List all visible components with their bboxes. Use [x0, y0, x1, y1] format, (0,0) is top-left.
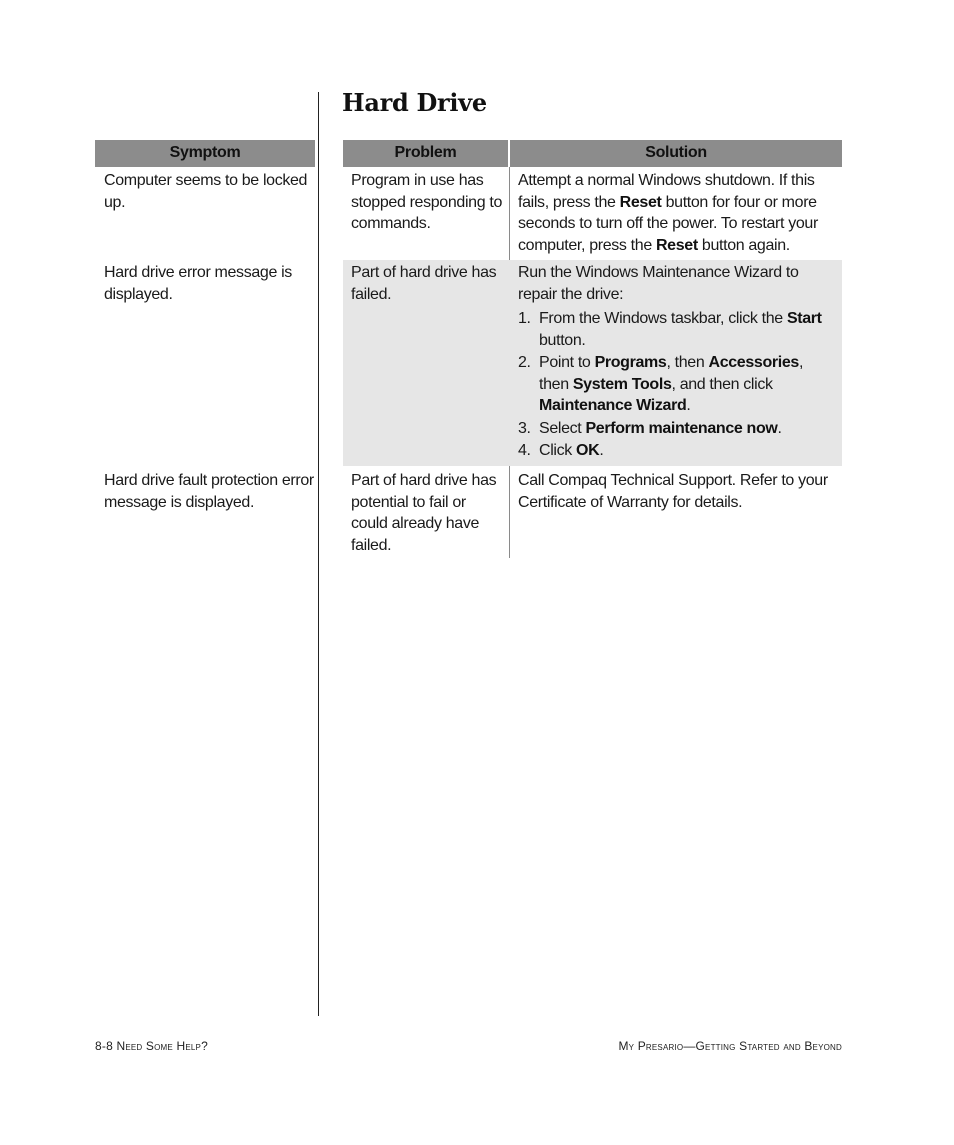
row-3-solution: Call Compaq Technical Support. Refer to your Certificate of Warranty for details.: [518, 472, 828, 511]
row-2-symptom: Hard drive error message is displayed.: [104, 264, 292, 303]
header-problem: Problem: [343, 140, 508, 167]
header-symptom: Symptom: [95, 140, 315, 167]
row-2-problem: Part of hard drive has failed.: [351, 264, 497, 303]
solution-intro: Run the Windows Maintenance Wizard to repair the drive:: [518, 264, 799, 303]
list-item: 3. Select Perform maintenance now.: [518, 419, 782, 437]
row-2-solution: [518, 262, 836, 463]
steps-list: [518, 308, 836, 462]
row-1-problem: Program in use has stopped responding to commands.: [351, 172, 502, 232]
row-1-symptom: Computer seems to be locked up.: [104, 172, 308, 211]
row-1-solution: Attempt a normal Windows shutdown. If this fails, press the Reset button for four or more seconds to turn off the power. To restart your computer, press the Reset button again.: [518, 172, 818, 254]
footer-right: My Presario—Getting Started and Beyond: [618, 1039, 842, 1053]
row-3-problem: Part of hard drive has potential to fail or could already have failed.: [351, 472, 497, 554]
list-item: 4. Click OK.: [518, 442, 604, 459]
page-title: Hard Drive: [342, 88, 487, 117]
footer-left: 8-8 Need Some Help?: [95, 1039, 208, 1053]
header-solution: Solution: [510, 140, 842, 167]
vertical-divider: [318, 92, 319, 1016]
list-item: 1. From the Windows taskbar, click the Start button.: [518, 310, 822, 349]
column-separator: [509, 466, 510, 558]
column-separator: [509, 167, 510, 260]
list-item: 2. Point to Programs, then Accessories, then System Tools, and then click Maintenance Wizard.: [518, 354, 804, 414]
row-3-symptom: Hard drive fault protection error message is displayed.: [104, 472, 314, 511]
